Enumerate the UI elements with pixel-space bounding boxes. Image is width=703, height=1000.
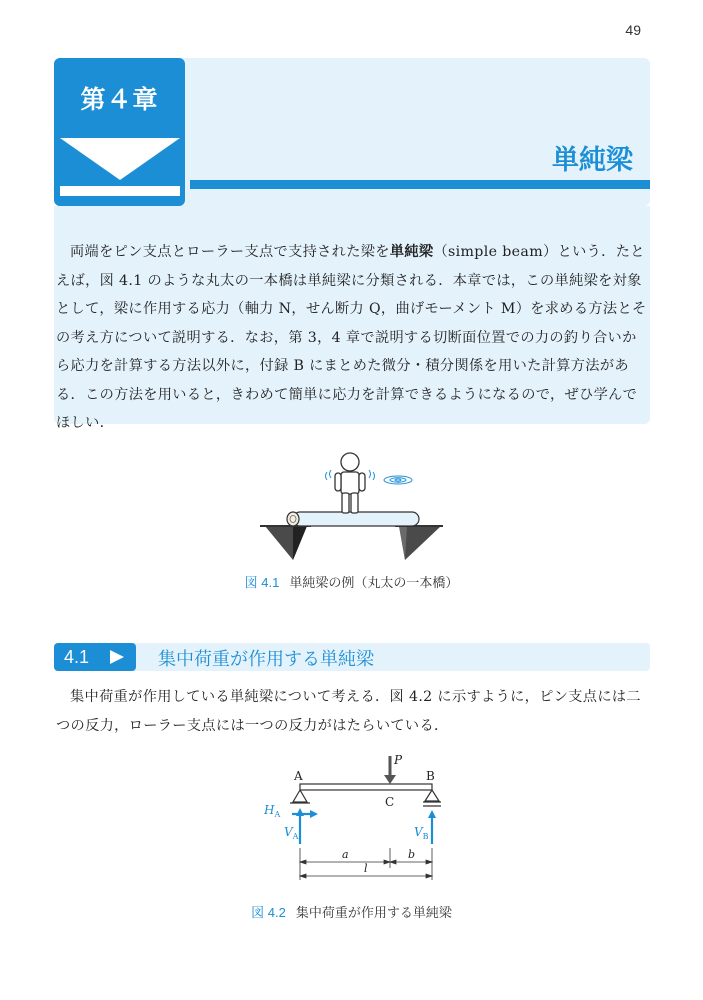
log-beam-icon <box>287 512 419 526</box>
beam <box>300 784 432 790</box>
ha-subscript: A <box>274 810 281 819</box>
right-support-icon <box>395 526 443 560</box>
intro-paragraph <box>56 238 648 438</box>
section-number: 4.1 <box>64 647 90 667</box>
point-b-label: B <box>426 769 435 783</box>
figure-4-1-caption <box>0 572 703 591</box>
figure-4-2-caption <box>0 902 703 921</box>
svg-text:VB <box>414 825 429 841</box>
intro-term: 単純梁 <box>389 244 434 260</box>
point-a-label: A <box>294 769 303 783</box>
section-body-paragraph <box>56 683 648 740</box>
section-title: 集中荷重が作用する単純梁 <box>158 649 374 670</box>
person-icon <box>335 453 365 513</box>
section-triangle-icon <box>110 650 124 664</box>
section-body-text: 集中荷重が作用している単純梁について考える．図 4.2 に示すように，ピン支点には二つの反力，ローラー支点には一つの反力がはたらいている． <box>56 689 641 734</box>
figure-4-1-caption-text: 単純梁の例（丸太の一本橋） <box>289 576 459 591</box>
va-label: V <box>284 825 293 839</box>
vb-label: V <box>414 825 423 839</box>
intro-text-before: 両端をピン支点とローラー支点で支持された梁を <box>70 244 390 260</box>
svg-text:VA <box>284 825 299 841</box>
chapter-title: 単純梁 <box>552 145 633 176</box>
roller-support-icon <box>423 790 441 806</box>
vb-arrow-head <box>428 810 436 818</box>
load-label: P <box>394 753 403 767</box>
svg-text:HA <box>263 803 280 819</box>
point-c-label: C <box>385 795 395 809</box>
chapter-title-rule <box>190 180 650 189</box>
va-arrow-head <box>296 808 304 816</box>
figure-4-1-number: 図 4.1 <box>244 575 280 590</box>
chapter-arrow-icon <box>60 138 180 198</box>
chapter-tab <box>54 58 185 206</box>
vb-subscript: B <box>422 832 429 841</box>
figure-4-1-illustration <box>255 448 445 563</box>
intro-text-after: （simple beam）という．たとえば，図 4.1 のような丸太の一本橋は単純梁に分類される．本章では，この単純梁を対象として，梁に作用する応力（軸力 N，せん断力 Q，曲げモーメント M）を求める方法とその考え方について説明する．なお，第 3，4 章で説明する切断面位置での力の釣り合いから応力を計算する方法以外に，付録 B にまとめた微分・積分関係を用いた計算方法がある．この方法を用いると，きわめて簡単に応力を計算できるようになるので，ぜひ学んでほしい． <box>56 244 647 431</box>
page-number: 49 <box>625 22 641 38</box>
water-ripple-icon <box>384 476 412 484</box>
va-subscript: A <box>292 832 299 841</box>
figure-4-2-number: 図 4.2 <box>251 905 286 920</box>
dim-a-label: a <box>342 848 349 861</box>
figure-4-2-caption-text: 集中荷重が作用する単純梁 <box>295 906 452 921</box>
load-arrow-head <box>384 775 396 784</box>
figure-4-2-diagram <box>250 748 460 888</box>
pin-support-icon <box>290 790 310 803</box>
ha-arrow-head <box>310 810 318 818</box>
ha-label: H <box>264 803 275 817</box>
dim-l-label: l <box>364 862 368 875</box>
chapter-label: 第４章 <box>80 85 159 114</box>
dim-b-label: b <box>408 848 416 861</box>
left-support-icon <box>260 526 311 560</box>
